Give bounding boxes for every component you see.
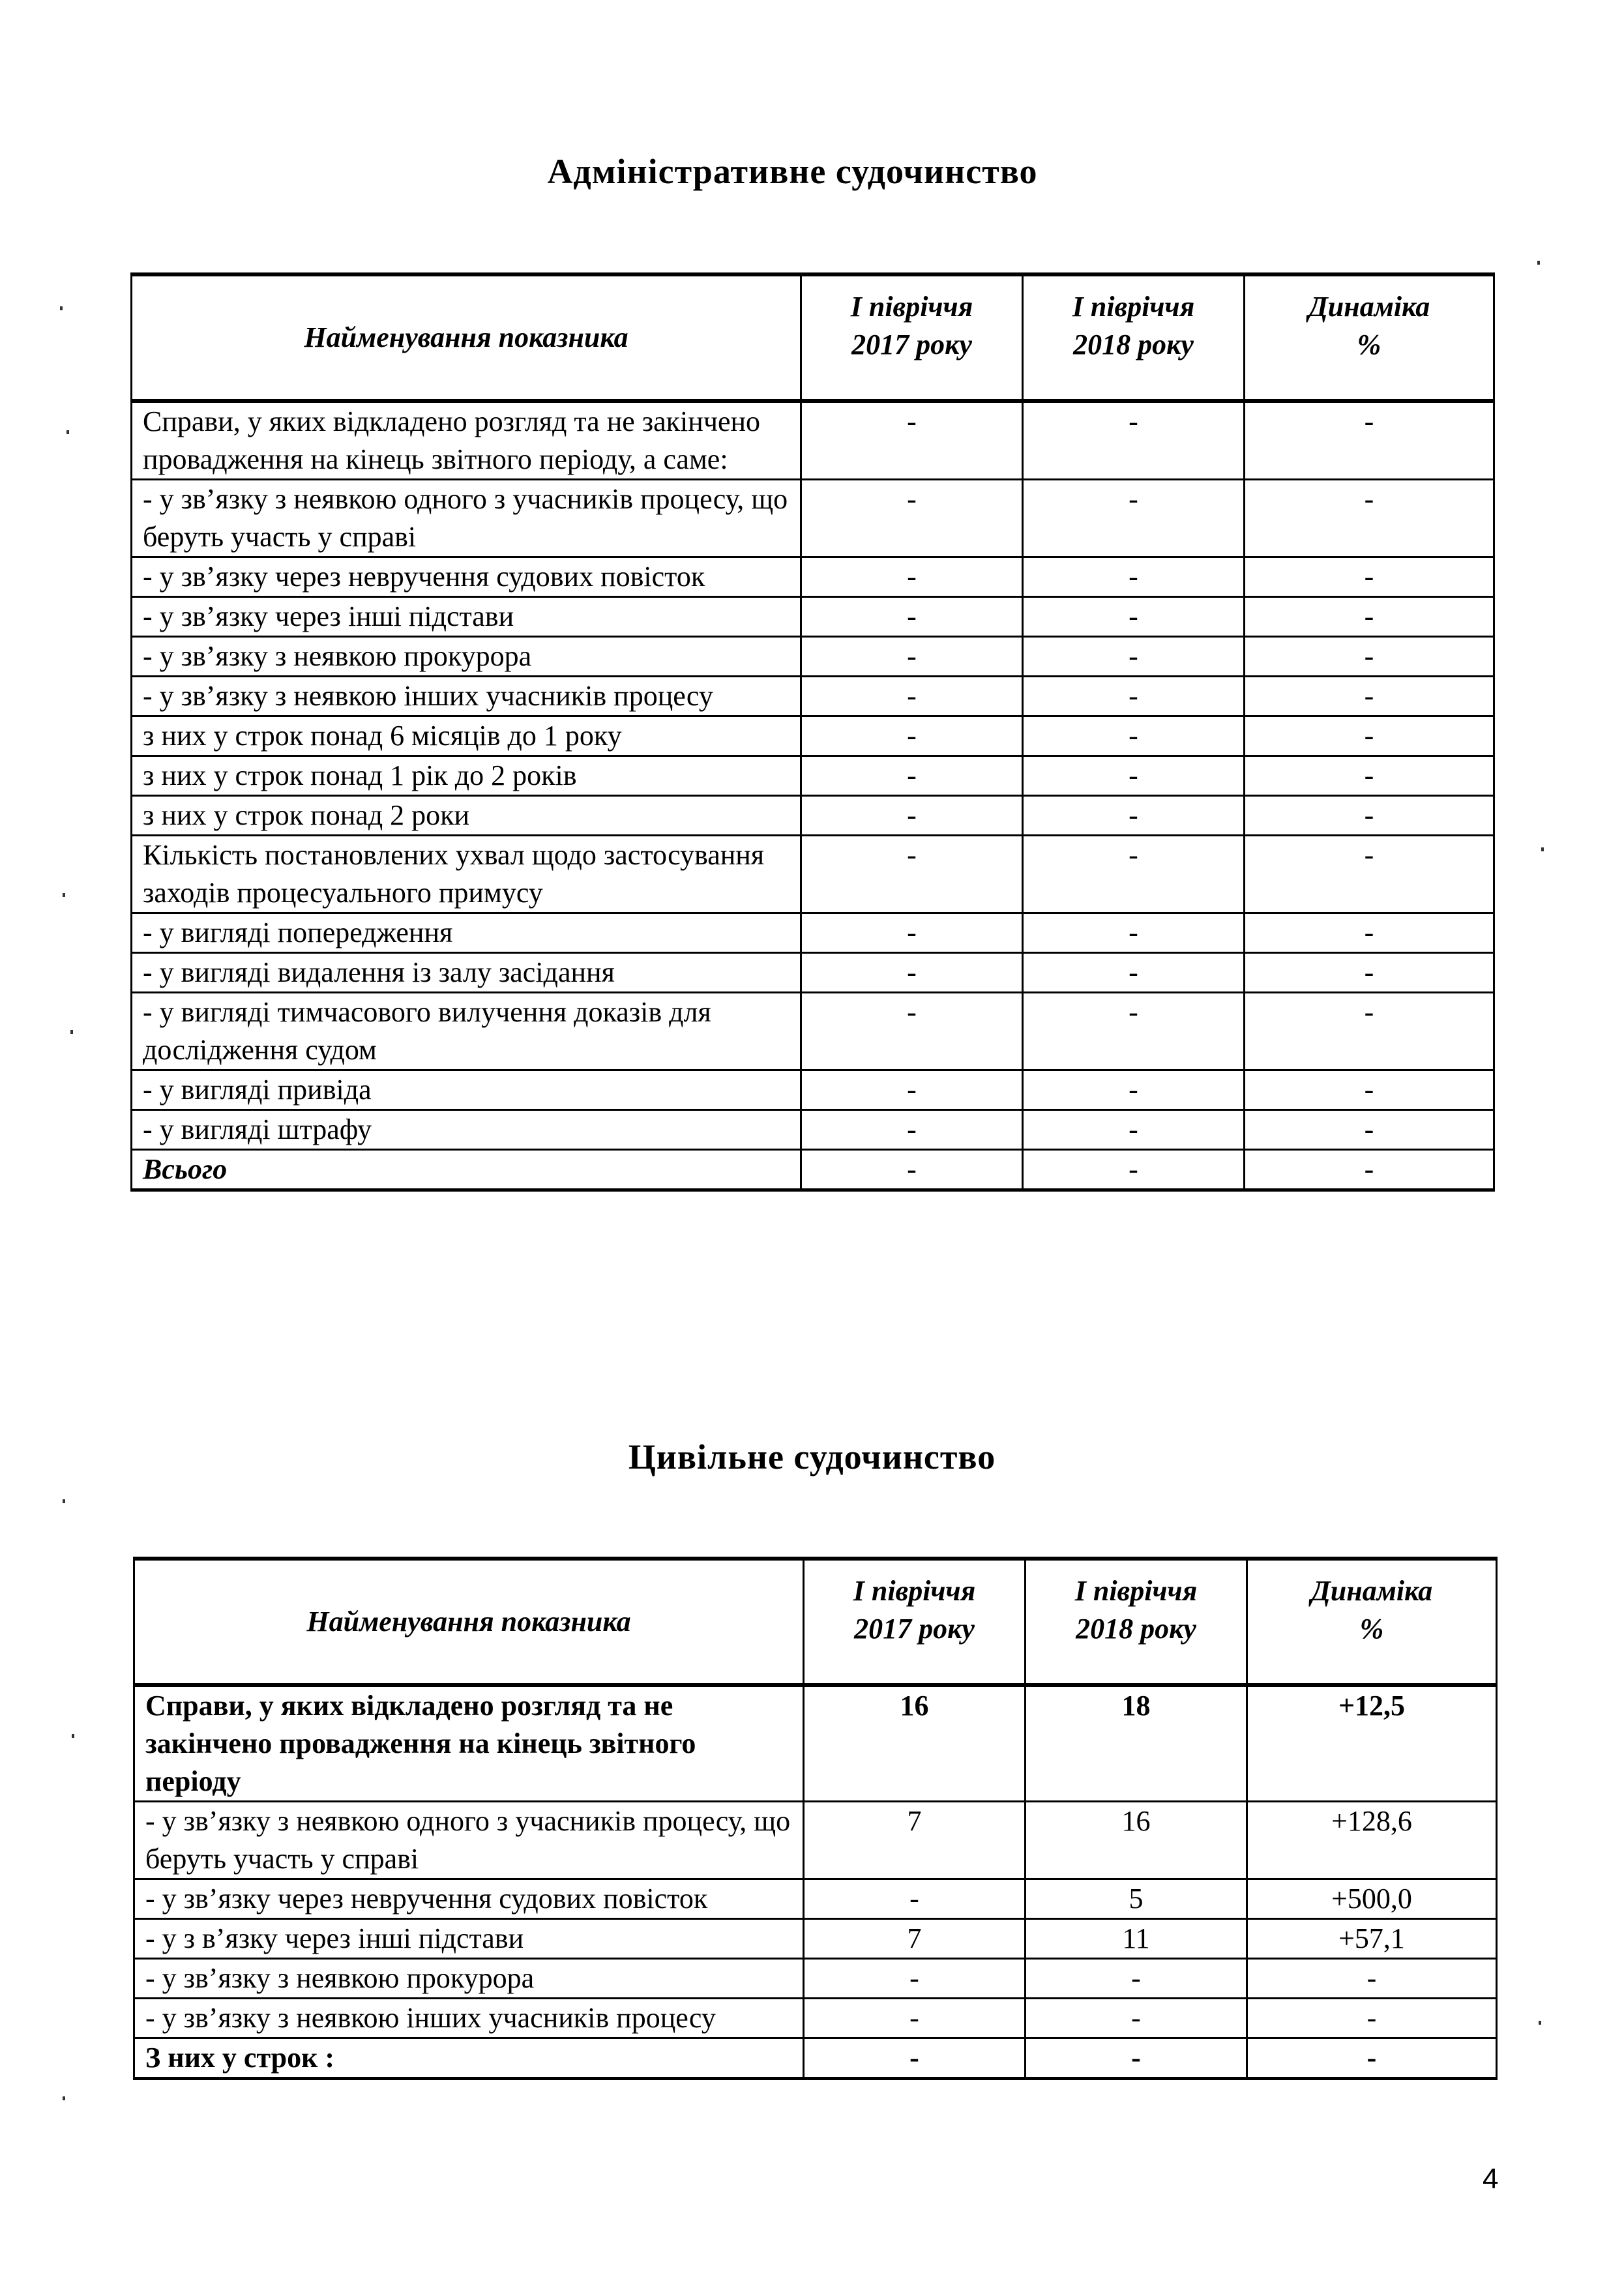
page-number: 4 [1483,2163,1499,2195]
indicator-name-cell: з них у строк понад 6 місяців до 1 року [132,716,801,756]
dynamics-cell: - [1245,993,1494,1070]
scan-speck [1537,261,1540,265]
column-header-text: 2017 року [851,329,972,360]
administrative-proceedings-table [130,272,1495,1192]
value-2017-cell: - [804,1879,1026,1919]
value-2018-cell: - [1023,1110,1245,1150]
column-header-text: Найменування показника [304,321,628,353]
value-2017-cell: - [801,836,1023,913]
indicator-name-cell: - у зв’язку з неявкою одного з учасників процесу, що беруть участь у справі [132,480,801,557]
dynamics-cell: - [1247,2038,1497,2079]
value-2018-cell: - [1023,836,1245,913]
value-2018-cell: - [1023,597,1245,637]
column-header-text: 2017 року [854,1613,975,1645]
table-row [132,1150,1494,1190]
value-2018-cell: - [1023,913,1245,953]
scan-speck [66,430,69,434]
civil-proceedings-table [133,1557,1498,2080]
dynamics-cell: +12,5 [1247,1685,1497,1802]
value-2017-cell: - [801,913,1023,953]
value-2017-cell: 7 [804,1802,1026,1879]
value-2018-cell: - [1023,480,1245,557]
column-header-text: 2018 року [1076,1613,1196,1645]
scan-speck [63,2096,65,2100]
value-2018-cell: - [1023,716,1245,756]
value-2017-cell: - [801,953,1023,993]
table-row [134,1999,1497,2038]
indicator-name-cell: - у вигляді попередження [132,913,801,953]
table-row [132,677,1494,716]
value-2017-cell: - [801,796,1023,836]
table-header-row [134,1559,1497,1685]
table-row [134,2038,1497,2079]
value-2017-cell: 16 [804,1685,1026,1802]
dynamics-cell: - [1247,1999,1497,2038]
table-row [132,756,1494,796]
dynamics-cell: - [1245,796,1494,836]
table-header-row [132,274,1494,401]
value-2018-cell: - [1026,1999,1247,2038]
value-2017-cell: - [801,677,1023,716]
section-title-civil: Цивільне судочинство [628,1437,996,1476]
dynamics-cell: - [1245,677,1494,716]
value-2017-cell: - [801,480,1023,557]
column-header-h1-2017 [801,274,1023,401]
value-2018-cell: - [1023,1150,1245,1190]
table-row [132,1070,1494,1110]
dynamics-cell: +57,1 [1247,1919,1497,1959]
indicator-name-cell: З них у строк : [134,2038,804,2079]
dynamics-cell: - [1247,1959,1497,1999]
column-header-text: І півріччя [1074,1575,1198,1607]
table-row [132,637,1494,677]
dynamics-cell: - [1245,953,1494,993]
indicator-name-cell: Всього [132,1150,801,1190]
column-header-h1-2018 [1026,1559,1247,1685]
indicator-name-cell: з них у строк понад 1 рік до 2 років [132,756,801,796]
table-row [134,1879,1497,1919]
value-2018-cell: - [1023,677,1245,716]
value-2018-cell: 11 [1026,1919,1247,1959]
value-2017-cell: - [801,716,1023,756]
column-header-text: Динаміка [1310,1575,1433,1607]
table-row [134,1685,1497,1802]
table-row [132,993,1494,1070]
value-2017-cell: - [804,2038,1026,2079]
table-body [132,401,1494,1190]
value-2018-cell: - [1026,1959,1247,1999]
value-2017-cell: 7 [804,1919,1026,1959]
table-row [132,557,1494,597]
value-2017-cell: - [804,1999,1026,2038]
indicator-name-cell: - у зв’язку з неявкою одного з учасників процесу, що беруть участь у справі [134,1802,804,1879]
table-row [132,1110,1494,1150]
dynamics-cell: - [1245,401,1494,480]
table-row [132,716,1494,756]
value-2018-cell: - [1026,2038,1247,2079]
column-header-text: Найменування показника [306,1606,631,1637]
table-row [134,1919,1497,1959]
table-row [132,401,1494,480]
value-2018-cell: - [1023,401,1245,480]
value-2018-cell: 16 [1026,1802,1247,1879]
dynamics-cell: - [1245,1110,1494,1150]
scan-speck [60,306,63,310]
dynamics-cell: - [1245,1070,1494,1110]
value-2017-cell: - [801,756,1023,796]
column-header-text: І півріччя [853,1575,976,1607]
scan-speck [72,1734,74,1738]
dynamics-cell: - [1245,756,1494,796]
indicator-name-cell: Справи, у яких відкладено розгляд та не закінчено провадження на кінець звітного періоду, а саме: [132,401,801,480]
value-2018-cell: - [1023,557,1245,597]
indicator-name-cell: - у зв’язку з неявкою інших учасників процесу [132,677,801,716]
indicator-name-cell: з них у строк понад 2 роки [132,796,801,836]
dynamics-cell: - [1245,913,1494,953]
table-row [132,953,1494,993]
indicator-name-cell: - у зв’язку через інші підстави [132,597,801,637]
dynamics-cell: - [1245,1150,1494,1190]
value-2017-cell: - [804,1959,1026,1999]
indicator-name-cell: - у зв’язку з неявкою прокурора [132,637,801,677]
column-header-h1-2018 [1023,274,1245,401]
table-body [134,1685,1497,2079]
value-2018-cell: - [1023,993,1245,1070]
column-header-text: 2018 року [1073,329,1194,360]
scan-speck [1541,847,1544,851]
value-2018-cell: - [1023,637,1245,677]
table-row [132,913,1494,953]
value-2018-cell: - [1023,796,1245,836]
indicator-name-cell: - у вигляді привіда [132,1070,801,1110]
indicator-name-cell: - у з в’язку через інші підстави [134,1919,804,1959]
column-header-text: Динаміка [1308,291,1430,323]
dynamics-cell: - [1245,716,1494,756]
scan-speck [1539,2021,1541,2025]
value-2017-cell: - [801,597,1023,637]
column-header-indicator [132,274,801,401]
column-header-text: І півріччя [1072,291,1195,323]
table-row [132,597,1494,637]
value-2017-cell: - [801,993,1023,1070]
value-2017-cell: - [801,1110,1023,1150]
column-header-dynamics [1247,1559,1497,1685]
column-header-indicator [134,1559,804,1685]
table-row [132,796,1494,836]
value-2017-cell: - [801,637,1023,677]
value-2018-cell: - [1023,1070,1245,1110]
scan-speck [63,893,65,897]
column-header-text: % [1359,1613,1384,1645]
table-row [134,1959,1497,1999]
dynamics-cell: - [1245,557,1494,597]
indicator-name-cell: - у зв’язку з неявкою інших учасників процесу [134,1999,804,2038]
value-2018-cell: - [1023,756,1245,796]
value-2017-cell: - [801,557,1023,597]
dynamics-cell: - [1245,480,1494,557]
section-title-administrative: Адміністративне судочинство [547,152,1038,191]
table-row [134,1802,1497,1879]
indicator-name-cell: Справи, у яких відкладено розгляд та не закінчено провадження на кінець звітного періоду [134,1685,804,1802]
value-2017-cell: - [801,401,1023,480]
dynamics-cell: - [1245,597,1494,637]
value-2018-cell: 18 [1026,1685,1247,1802]
indicator-name-cell: - у зв’язку з неявкою прокурора [134,1959,804,1999]
indicator-name-cell: - у зв’язку через невручення судових повісток [132,557,801,597]
dynamics-cell: +500,0 [1247,1879,1497,1919]
indicator-name-cell: - у вигляді видалення із залу засідання [132,953,801,993]
value-2018-cell: - [1023,953,1245,993]
column-header-text: І півріччя [850,291,973,323]
dynamics-cell: - [1245,836,1494,913]
column-header-h1-2017 [804,1559,1026,1685]
indicator-name-cell: Кількість постановлених ухвал щодо застосування заходів процесуального примусу [132,836,801,913]
value-2018-cell: 5 [1026,1879,1247,1919]
dynamics-cell: - [1245,637,1494,677]
column-header-dynamics [1245,274,1494,401]
indicator-name-cell: - у зв’язку через невручення судових повісток [134,1879,804,1919]
dynamics-cell: +128,6 [1247,1802,1497,1879]
table-row [132,836,1494,913]
scan-speck [70,1030,73,1034]
column-header-text: % [1357,329,1381,360]
indicator-name-cell: - у вигляді штрафу [132,1110,801,1150]
scan-speck [63,1499,65,1503]
value-2017-cell: - [801,1070,1023,1110]
value-2017-cell: - [801,1150,1023,1190]
indicator-name-cell: - у вигляді тимчасового вилучення доказів для дослідження судом [132,993,801,1070]
table-row [132,480,1494,557]
